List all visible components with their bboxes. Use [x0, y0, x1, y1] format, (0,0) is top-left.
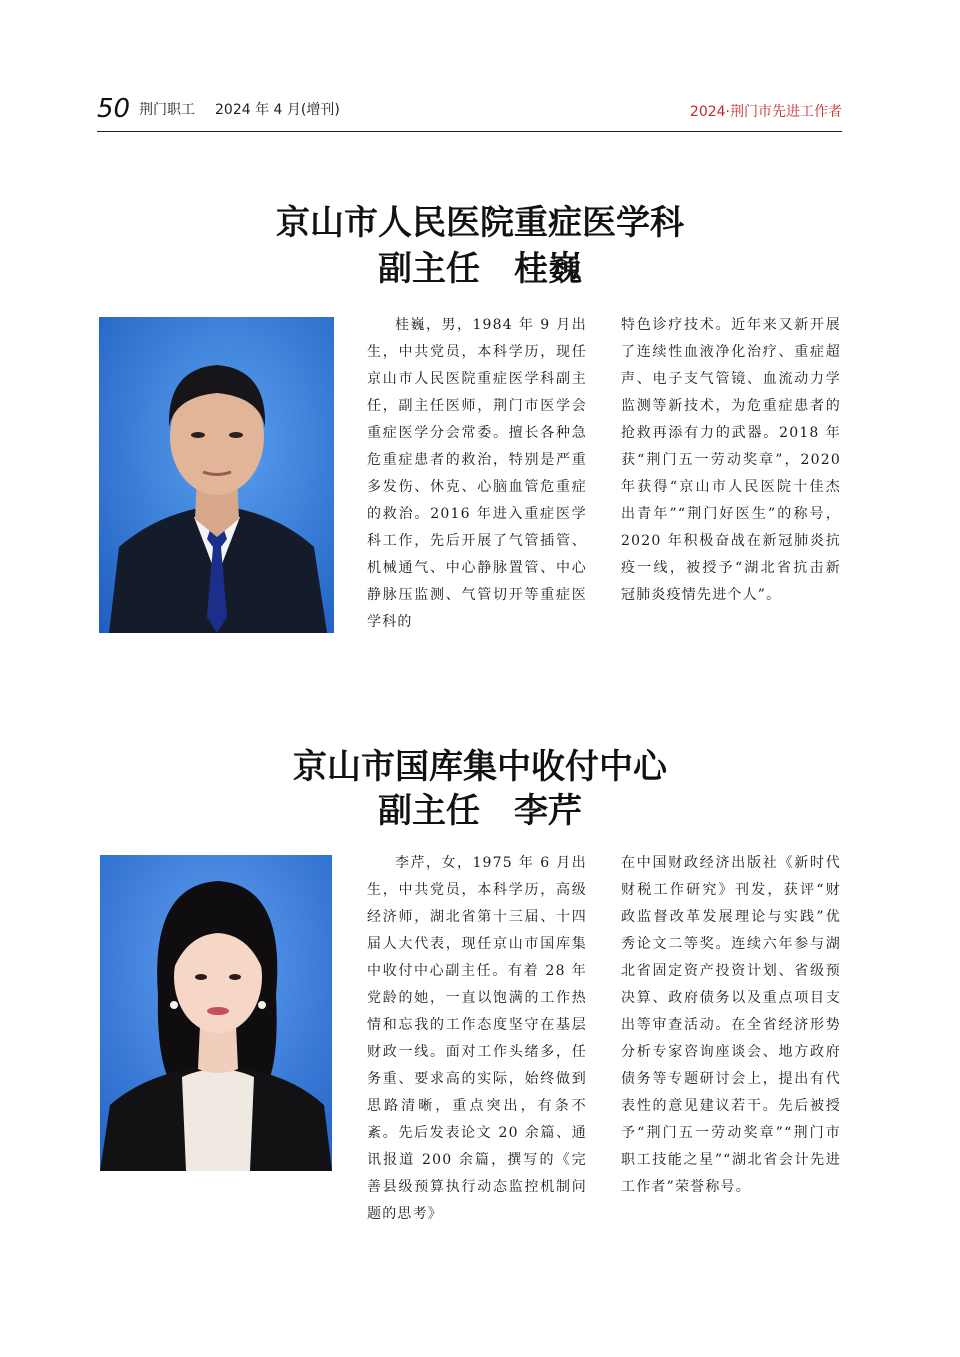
profile-2-bio-column-1: 李芹，女，1975 年 6 月出生，中共党员，本科学历，高级经济师，湖北省第十三届、十四届人大代表，现任京山市国库集中收付中心副主任。有着 28 年党龄的她，一直以饱满的工作热情和忘我的工作态度坚守在基层财政一线。面对工作头绪多，任务重、要求高的实际，始终做到思路清晰，重点突出，有条不紊。先后发表论文 20 余篇、通讯报道 200 余篇，撰写的《完善县级预算执行动态监控机制问题的思考》: [367, 855, 587, 1222]
profile-1-title-line2: 副主任 桂巍: [378, 249, 582, 289]
issue-date: 2024 年 4 月(增刊): [215, 102, 340, 118]
profile-1-bio-column-1: 桂巍，男，1984 年 9 月出生，中共党员，本科学历，现任京山市人民医院重症医学科副主任，副主任医师，荆门市医学会重症医学分会常委。擅长各种急危重症患者的救治，特别是严重多发伤、休克、心脑血管危重症的救治。2016 年进入重症医学科工作，先后开展了气管插管、机械通气、中心静脉置管、中心静脉压监测、气管切开等重症医学科的: [367, 317, 587, 630]
page-number: 50: [97, 94, 131, 124]
page-header: [97, 94, 842, 130]
section-title: 2024·荆门市先进工作者: [689, 104, 842, 120]
profile-2-title-line2: 副主任 李芹: [378, 791, 582, 831]
profile-1-bio-column-2: 特色诊疗技术。近年来又新开展了连续性血液净化治疗、重症超声、电子支气管镜、血流动力学监测等新技术，为危重症患者的抢救再添有力的武器。2018 年获“荆门五一劳动奖章”，2020 年获得“京山市人民医院十佳杰出青年”“荆门好医生”的称号，2020 年积极奋战在新冠肺炎抗疫一线，被授予“湖北省抗击新冠肺炎疫情先进个人”。: [621, 317, 841, 603]
profile-2-bio-column-2: 在中国财政经济出版社《新时代财税工作研究》刊发，获评“财政监督改革发展理论与实践”优秀论文二等奖。连续六年参与湖北省固定资产投资计划、省级预决算、政府债务以及重点项目支出等审查活动。在全省经济形势分析专家咨询座谈会、地方政府债务等专题研讨会上，提出有代表性的意见建议若干。先后被授予“荆门五一劳动奖章”“荆门市职工技能之星”“湖北省会计先进工作者”荣誉称号。: [621, 855, 841, 1195]
portrait-man-photo: [99, 317, 334, 633]
profile-1-title-line1: 京山市人民医院重症医学科: [276, 203, 684, 243]
profile-2-title-line1: 京山市国库集中收付中心: [293, 747, 667, 787]
magazine-name: 荆门职工: [139, 102, 195, 118]
portrait-woman-photo: [100, 855, 332, 1171]
header-rule: [97, 131, 842, 132]
